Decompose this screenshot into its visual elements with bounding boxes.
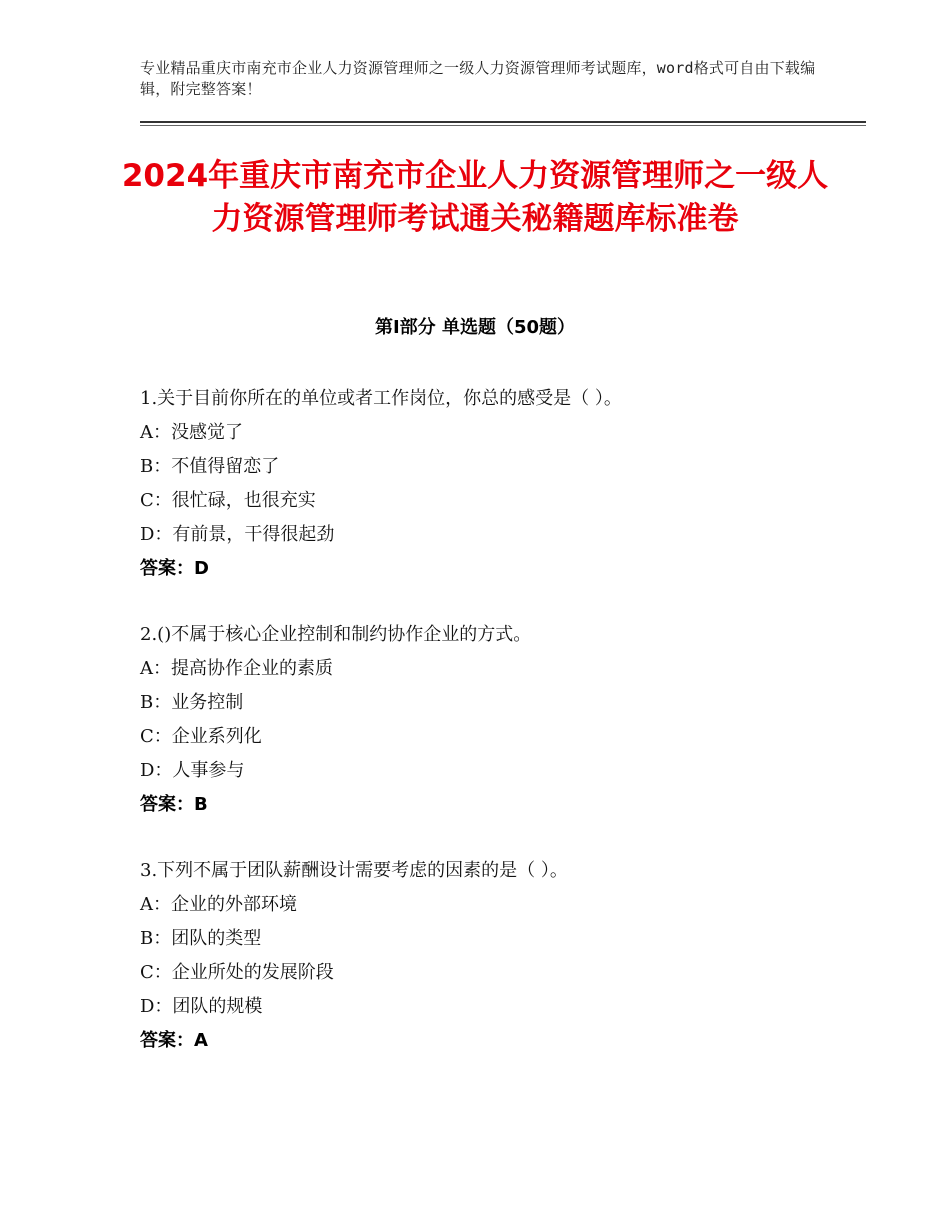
section-title: 第Ⅰ部分 单选题（50题）: [374, 317, 575, 338]
question-1: [140, 382, 840, 586]
question-stem: 2.()不属于核心企业控制和制约协作企业的方式。: [140, 624, 532, 645]
header-note: 专业精品重庆市南充市企业人力资源管理师之一级人力资源管理师考试题库，word格式可自由下载编辑，附完整答案！: [140, 59, 816, 98]
option-b: B：不值得留恋了: [140, 456, 280, 477]
question-3: [140, 854, 840, 1058]
option-b: B：业务控制: [140, 692, 244, 713]
answer-label: 答案：B: [140, 794, 208, 815]
option-d: D：有前景，干得很起劲: [140, 524, 335, 545]
option-d: D：人事参与: [140, 760, 245, 781]
option-a: A：没感觉了: [140, 422, 243, 443]
option-a: A：提高协作企业的素质: [140, 658, 333, 679]
option-a: A：企业的外部环境: [140, 894, 297, 915]
question-2: [140, 618, 840, 822]
answer-label: 答案：A: [140, 1030, 208, 1051]
document-title: 2024年重庆市南充市企业人力资源管理师之一级人力资源管理师考试通关秘籍题库标准卷: [121, 158, 829, 237]
header-divider-thin: [140, 125, 866, 126]
answer-label: 答案：D: [140, 558, 209, 579]
header-divider-thick: [140, 121, 866, 123]
option-d: D：团队的规模: [140, 996, 263, 1017]
question-stem: 1.关于目前你所在的单位或者工作岗位，你总的感受是（ ）。: [140, 388, 622, 409]
question-stem: 3.下列不属于团队薪酬设计需要考虑的因素的是（ ）。: [140, 860, 568, 881]
option-b: B：团队的类型: [140, 928, 262, 949]
option-c: C：企业所处的发展阶段: [140, 962, 334, 983]
option-c: C：很忙碌，也很充实: [140, 490, 316, 511]
question-list: [140, 382, 840, 1090]
option-c: C：企业系列化: [140, 726, 262, 747]
